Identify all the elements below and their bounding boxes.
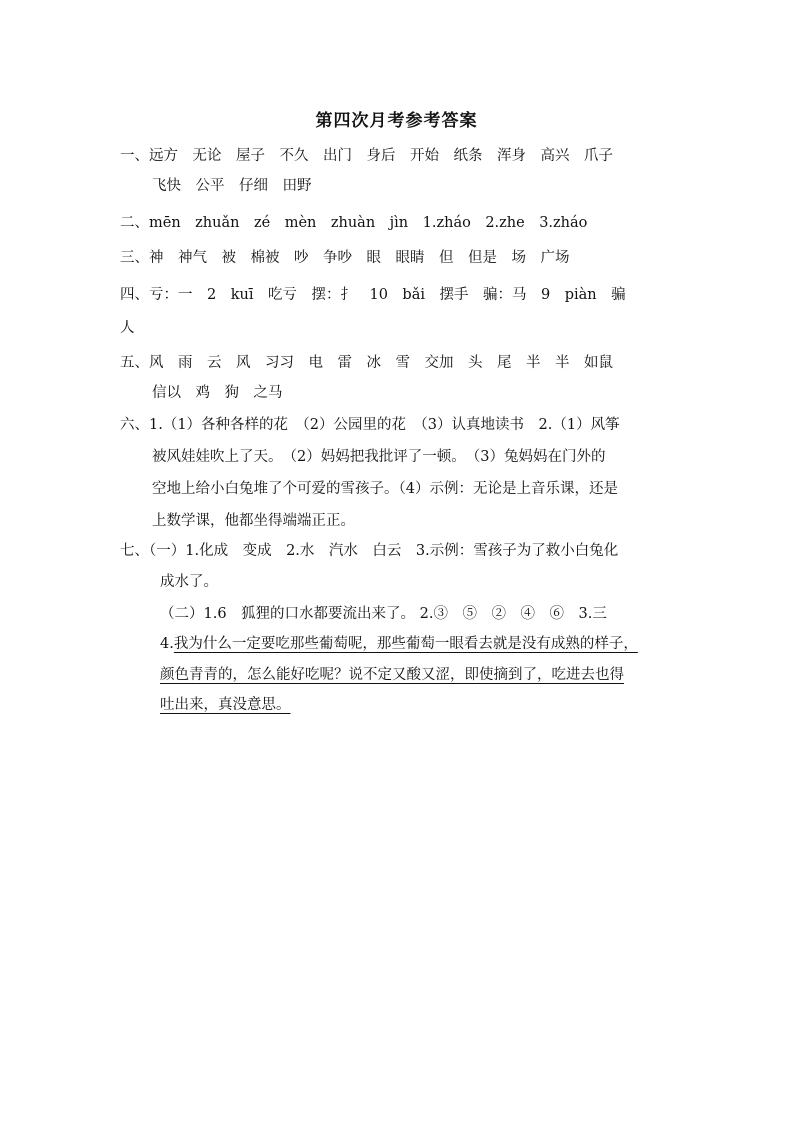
answer-section-1-cont: 飞快 公平 仔细 田野 xyxy=(152,178,312,194)
underlined-answer-line-2: 颜色青青的，怎么能好吃呢？说不定又酸又涩，即使摘到了，吃进去也得 xyxy=(160,667,624,683)
answer-section-4-cont: 人 xyxy=(120,320,135,336)
answer-section-3: 三、神 神气 被 棉被 吵 争吵 眼 眼睛 但 但是 场 广场 xyxy=(120,250,570,266)
answer-section-7-part2: （二）1.6 狐狸的口水都要流出来了。 2.③ ⑤ ② ④ ⑥ 3.三 xyxy=(160,606,607,622)
answer-section-7: 七、（一）1.化成 变成 2.水 汽水 白云 3.示例：雪孩子为了救小白兔化 xyxy=(120,543,619,559)
answer-section-5-cont: 信以 鸡 狗 之马 xyxy=(152,385,283,401)
answer-section-1: 一、远方 无论 屋子 不久 出门 身后 开始 纸条 浑身 高兴 爪子 xyxy=(120,148,613,164)
answer-section-6: 六、1.（1）各种各样的花 （2）公园里的花 （3）认真地读书 2.（1）风筝 xyxy=(120,417,620,433)
page-title: 第四次月考参考答案 xyxy=(315,111,478,131)
underlined-answer-line-1: 我为什么一定要吃那些葡萄呢，那些葡萄一眼看去就是没有成熟的样子， xyxy=(173,636,638,652)
item-number: 4. xyxy=(160,636,174,652)
answer-section-7-cont: 成水了。 xyxy=(160,574,218,590)
answer-7-2-item-4 xyxy=(160,634,638,654)
answer-section-4: 四、亏：一 2 kuī 吃亏 摆：扌 10 bǎi 摆手 骗：马 9 piàn 骗 xyxy=(120,287,626,303)
answer-section-2: 二、mēn zhuǎn zé mèn zhuàn jìn 1.zháo 2.zhe 3.zháo xyxy=(120,215,588,231)
answer-section-6-cont1: 被风娃娃吹上了天。 （2）妈妈把我批评了一顿。 （3）兔妈妈在门外的 xyxy=(152,449,606,465)
answer-section-5: 五、风 雨 云 风 习习 电 雷 冰 雪 交加 头 尾 半 半 如鼠 xyxy=(120,355,613,371)
underlined-answer-line-3: 吐出来，真没意思。 xyxy=(160,697,291,713)
answer-section-6-cont3: 上数学课，他都坐得端端正正。 xyxy=(152,513,355,529)
answer-section-6-cont2: 空地上给小白兔堆了个可爱的雪孩子。（4）示例：无论是上音乐课，还是 xyxy=(152,481,618,497)
